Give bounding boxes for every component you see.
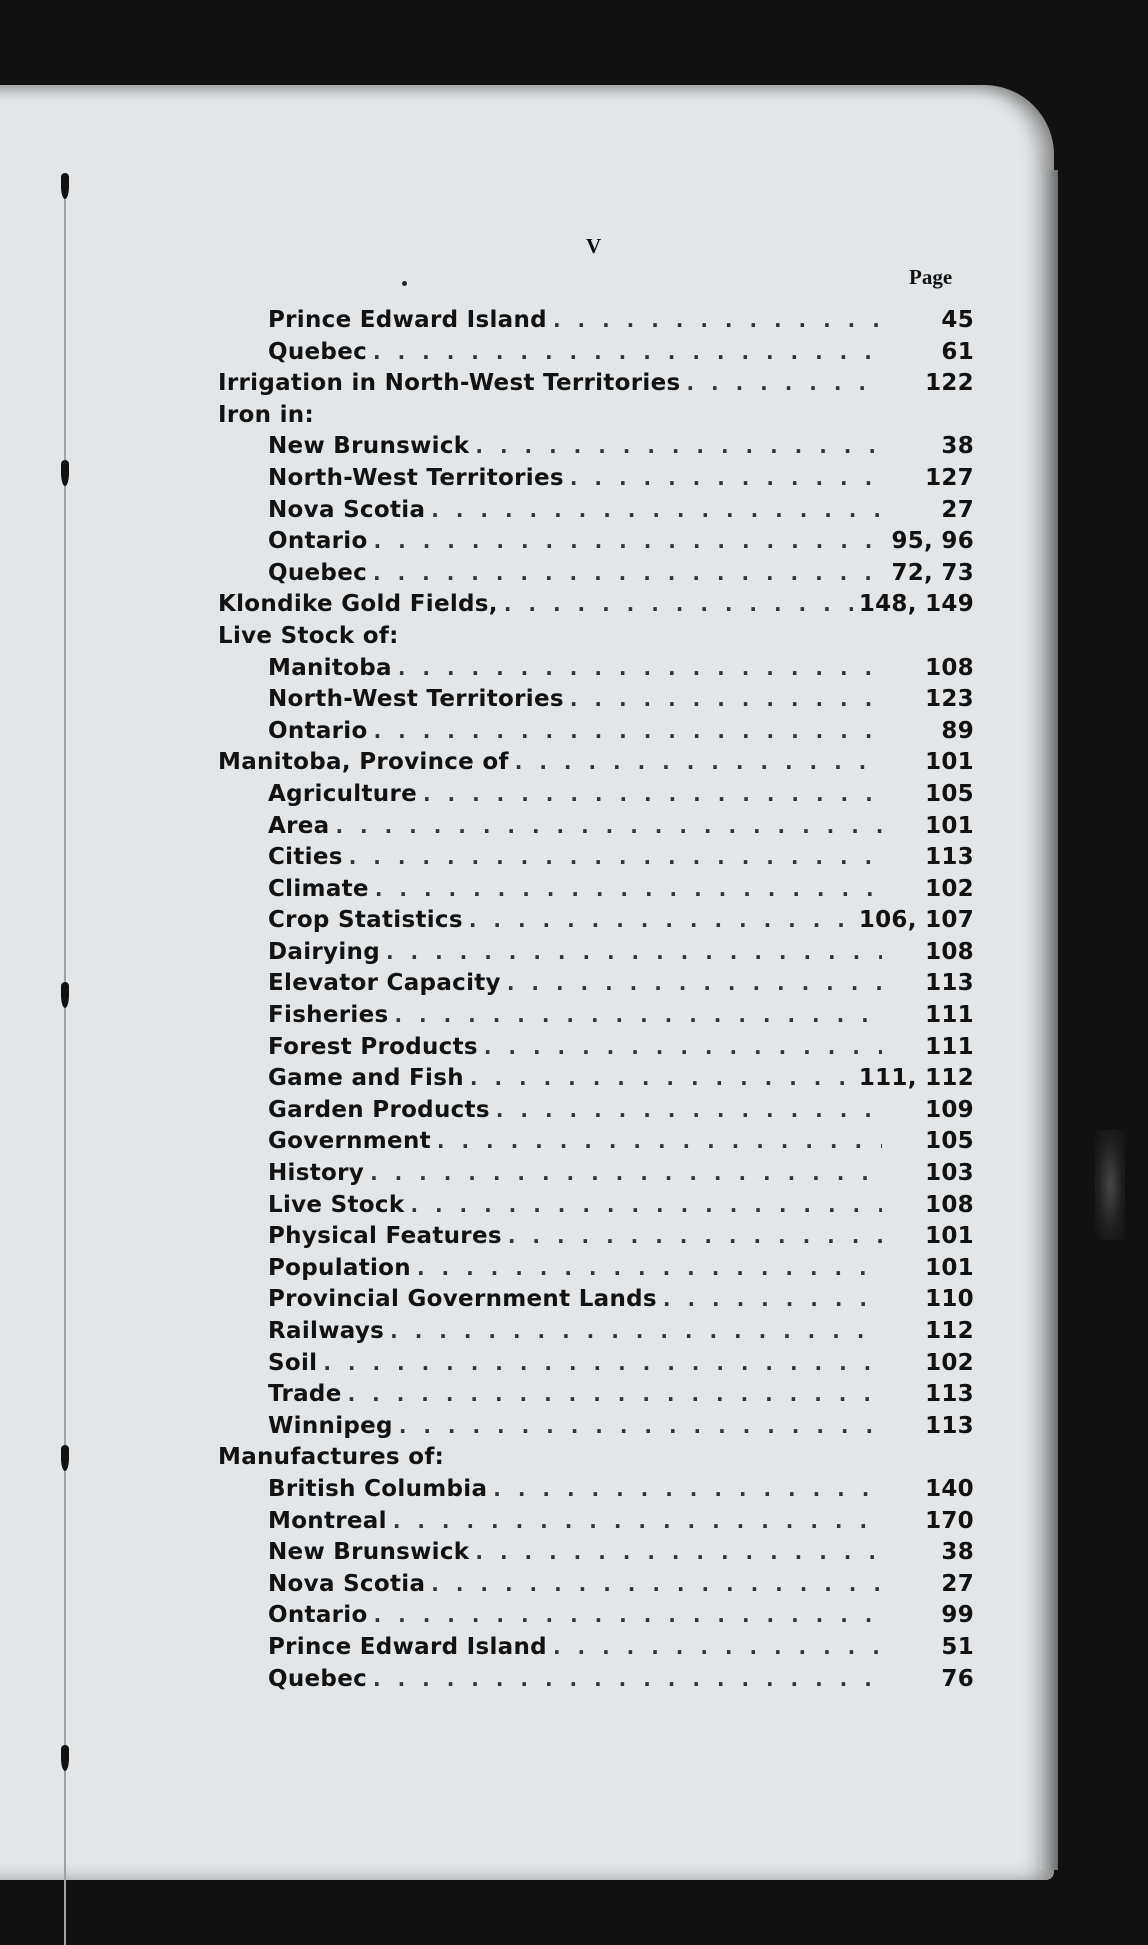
dot-leader — [469, 908, 853, 932]
entry-page-number: 122 — [925, 370, 974, 397]
entry-page-number: 102 — [925, 875, 974, 902]
entry-label: Ontario — [268, 528, 368, 555]
entry-page-number: 89 — [941, 717, 974, 744]
entry-label: Prince Edward Island — [268, 307, 547, 333]
entry-label: Manitoba — [268, 654, 392, 681]
index-entry — [218, 655, 974, 687]
index-entry — [218, 1350, 974, 1382]
index-entry — [218, 1381, 974, 1413]
dot-leader — [390, 1319, 882, 1343]
index-entry — [218, 1002, 974, 1034]
entry-label: Garden Products — [268, 1096, 490, 1123]
index-entry — [218, 1571, 974, 1603]
dot-leader — [374, 1603, 882, 1627]
dot-leader — [373, 561, 882, 585]
entry-label: Provincial Government Lands — [268, 1286, 657, 1313]
dot-leader — [374, 719, 882, 743]
entry-page-number: 113 — [925, 844, 974, 871]
index-entry — [218, 1508, 974, 1540]
entry-page-number: 111 — [925, 1002, 974, 1029]
entry-page-number: 105 — [925, 1128, 974, 1155]
entry-page-number: 108 — [925, 654, 974, 681]
page-column-heading: Page — [909, 265, 953, 289]
index-entry — [218, 591, 974, 623]
dot-leader — [375, 877, 882, 901]
entry-page-number: 101 — [925, 812, 974, 839]
dot-leader — [373, 340, 882, 364]
background-smudge — [1095, 1130, 1125, 1240]
index-entry — [218, 528, 974, 560]
entry-label: Fisheries — [268, 1002, 389, 1029]
entry-page-number: 38 — [941, 433, 974, 460]
dot-leader — [323, 1351, 882, 1375]
dot-leader — [348, 1382, 882, 1406]
entry-page-number: 101 — [925, 1254, 974, 1281]
entry-label: Quebec — [268, 559, 368, 586]
entry-label: New Brunswick — [268, 433, 470, 460]
entry-label: Population — [268, 1254, 411, 1281]
entry-label: Physical Features — [268, 1223, 502, 1250]
entry-page-number: 99 — [941, 1602, 974, 1629]
entry-page-number: 113 — [925, 970, 974, 997]
page-number: V — [586, 234, 602, 258]
entry-label: Live Stock of: — [218, 622, 399, 649]
entry-label: Dairying — [268, 938, 380, 965]
dot-leader — [393, 1509, 882, 1533]
entry-label: Soil — [268, 1349, 318, 1376]
dot-leader — [349, 845, 882, 869]
entry-page-number: 111 — [925, 1033, 974, 1060]
binding-gutter — [64, 185, 66, 1945]
index-entry — [218, 1097, 974, 1129]
entry-label: Climate — [268, 875, 369, 902]
index-entry — [218, 686, 974, 718]
entry-page-number: 110 — [925, 1286, 974, 1313]
entry-page-number: 148, 149 — [858, 591, 974, 618]
index-entry — [218, 370, 974, 402]
entry-page-number: 127 — [925, 464, 974, 491]
entry-page-number: 112 — [925, 1318, 974, 1344]
index-entry — [218, 433, 974, 465]
binding-stitch — [61, 1745, 69, 1771]
dot-leader — [475, 1540, 882, 1564]
entry-label: Crop Statistics — [268, 907, 463, 934]
dot-leader — [370, 1161, 882, 1185]
entry-page-number: 108 — [925, 1191, 974, 1218]
entry-page-number: 101 — [925, 749, 974, 776]
entry-label: Winnipeg — [268, 1412, 393, 1439]
index-entry — [218, 718, 974, 750]
index-entry — [218, 497, 974, 529]
index-entry — [218, 749, 974, 781]
dot-leader — [423, 782, 882, 806]
dot-leader — [570, 466, 882, 490]
index-entry — [218, 1192, 974, 1224]
index-entry — [218, 781, 974, 813]
dot-leader — [496, 1098, 882, 1122]
entry-label: Forest Products — [268, 1033, 478, 1060]
index-entry — [218, 970, 974, 1002]
entry-label: Agriculture — [268, 780, 417, 807]
index-entry — [218, 1634, 974, 1666]
index-entry — [218, 307, 974, 339]
entry-page-number: 95, 96 — [891, 528, 974, 555]
index-entry — [218, 1223, 974, 1255]
entry-page-number: 27 — [941, 496, 974, 523]
index-entry — [218, 813, 974, 845]
entry-page-number: 113 — [925, 1381, 974, 1408]
entry-page-number: 72, 73 — [891, 559, 974, 586]
entry-page-number: 45 — [941, 307, 974, 333]
entry-page-number: 102 — [925, 1349, 974, 1376]
entry-page-number: 101 — [925, 1223, 974, 1250]
entry-label: New Brunswick — [268, 1539, 470, 1566]
entry-page-number: 51 — [941, 1633, 974, 1660]
dot-leader — [475, 434, 882, 458]
index-entry — [218, 1128, 974, 1160]
entry-label: North-West Territories — [268, 686, 564, 713]
entry-label: Railways — [268, 1318, 385, 1344]
index-entries — [218, 307, 974, 1697]
entry-page-number: 140 — [925, 1475, 974, 1502]
dot-leader — [663, 1287, 882, 1311]
entry-page-number: 108 — [925, 938, 974, 965]
index-entry — [218, 907, 974, 939]
index-entry — [218, 876, 974, 908]
dot-leader — [398, 656, 882, 680]
index-entry — [218, 1160, 974, 1192]
entry-page-number: 105 — [925, 780, 974, 807]
entry-page-number: 103 — [925, 1160, 974, 1187]
index-heading — [218, 623, 974, 655]
entry-label: Quebec — [268, 338, 368, 365]
index-heading — [218, 402, 974, 434]
dot-leader — [507, 971, 882, 995]
index-entry — [218, 1318, 974, 1350]
binding-stitch — [61, 173, 69, 199]
entry-page-number: 38 — [941, 1539, 974, 1566]
entry-label: History — [268, 1160, 365, 1187]
entry-label: Trade — [268, 1381, 342, 1408]
index-entry — [218, 939, 974, 971]
page-edge-shadow — [1040, 170, 1058, 1870]
index-entry — [218, 339, 974, 371]
dot-leader — [394, 1003, 882, 1027]
dot-leader — [570, 687, 882, 711]
entry-label: British Columbia — [268, 1475, 488, 1502]
dot-leader — [515, 750, 882, 774]
dot-leader — [508, 1224, 882, 1248]
entry-page-number: 109 — [925, 1096, 974, 1123]
dot-leader — [553, 1635, 882, 1659]
dot-leader — [484, 1035, 882, 1059]
dot-leader — [686, 371, 882, 395]
index-entry — [218, 1065, 974, 1097]
binding-stitch — [61, 1445, 69, 1471]
index-entry — [218, 1476, 974, 1508]
entry-page-number: 61 — [941, 338, 974, 365]
dot-leader — [374, 529, 882, 553]
dot-leader — [373, 1667, 882, 1691]
dot-leader — [493, 1477, 882, 1501]
index-entry — [218, 1666, 974, 1698]
dot-leader — [335, 814, 882, 838]
index-entry — [218, 1539, 974, 1571]
entry-label: North-West Territories — [268, 464, 564, 491]
entry-label: Prince Edward Island — [268, 1633, 547, 1660]
entry-label: Klondike Gold Fields, — [218, 591, 498, 618]
dot-leader — [431, 1572, 882, 1596]
entry-label: Area — [268, 812, 330, 839]
dot-leader — [410, 1193, 882, 1217]
print-speck — [402, 281, 407, 286]
entry-page-number: 27 — [941, 1570, 974, 1597]
entry-page-number: 76 — [941, 1665, 974, 1692]
entry-label: Ontario — [268, 1602, 368, 1629]
dot-leader — [386, 940, 882, 964]
entry-label: Ontario — [268, 717, 368, 744]
index-heading — [218, 1444, 974, 1476]
index-entry — [218, 560, 974, 592]
entry-label: Manitoba, Province of — [218, 749, 509, 776]
dot-leader — [553, 308, 882, 332]
dot-leader — [417, 1256, 882, 1280]
index-entry — [218, 465, 974, 497]
index-entry — [218, 1413, 974, 1445]
entry-label: Nova Scotia — [268, 1570, 426, 1597]
entry-label: Live Stock — [268, 1191, 405, 1218]
entry-label: Elevator Capacity — [268, 970, 501, 997]
index-entry — [218, 844, 974, 876]
binding-stitch — [61, 982, 69, 1008]
index-entry — [218, 1255, 974, 1287]
entry-label: Game and Fish — [268, 1065, 464, 1092]
index-entry — [218, 1602, 974, 1634]
entry-label: Irrigation in North-West Territories — [218, 370, 681, 397]
index-entry — [218, 1034, 974, 1066]
dot-leader — [437, 1129, 882, 1153]
index-entry — [218, 1286, 974, 1318]
entry-page-number: 111, 112 — [858, 1065, 974, 1092]
entry-label: Cities — [268, 844, 343, 871]
entry-label: Nova Scotia — [268, 496, 426, 523]
entry-label: Government — [268, 1128, 431, 1155]
entry-page-number: 170 — [925, 1507, 974, 1534]
entry-page-number: 113 — [925, 1412, 974, 1439]
entry-label: Manufactures of: — [218, 1444, 445, 1471]
entry-label: Quebec — [268, 1665, 368, 1692]
entry-page-number: 123 — [925, 686, 974, 713]
dot-leader — [399, 1414, 882, 1438]
entry-label: Iron in: — [218, 401, 314, 428]
binding-stitch — [61, 460, 69, 486]
entry-page-number: 106, 107 — [858, 907, 974, 934]
entry-label: Montreal — [268, 1507, 387, 1534]
dot-leader — [431, 498, 882, 522]
dot-leader — [470, 1066, 853, 1090]
dot-leader — [504, 592, 853, 616]
